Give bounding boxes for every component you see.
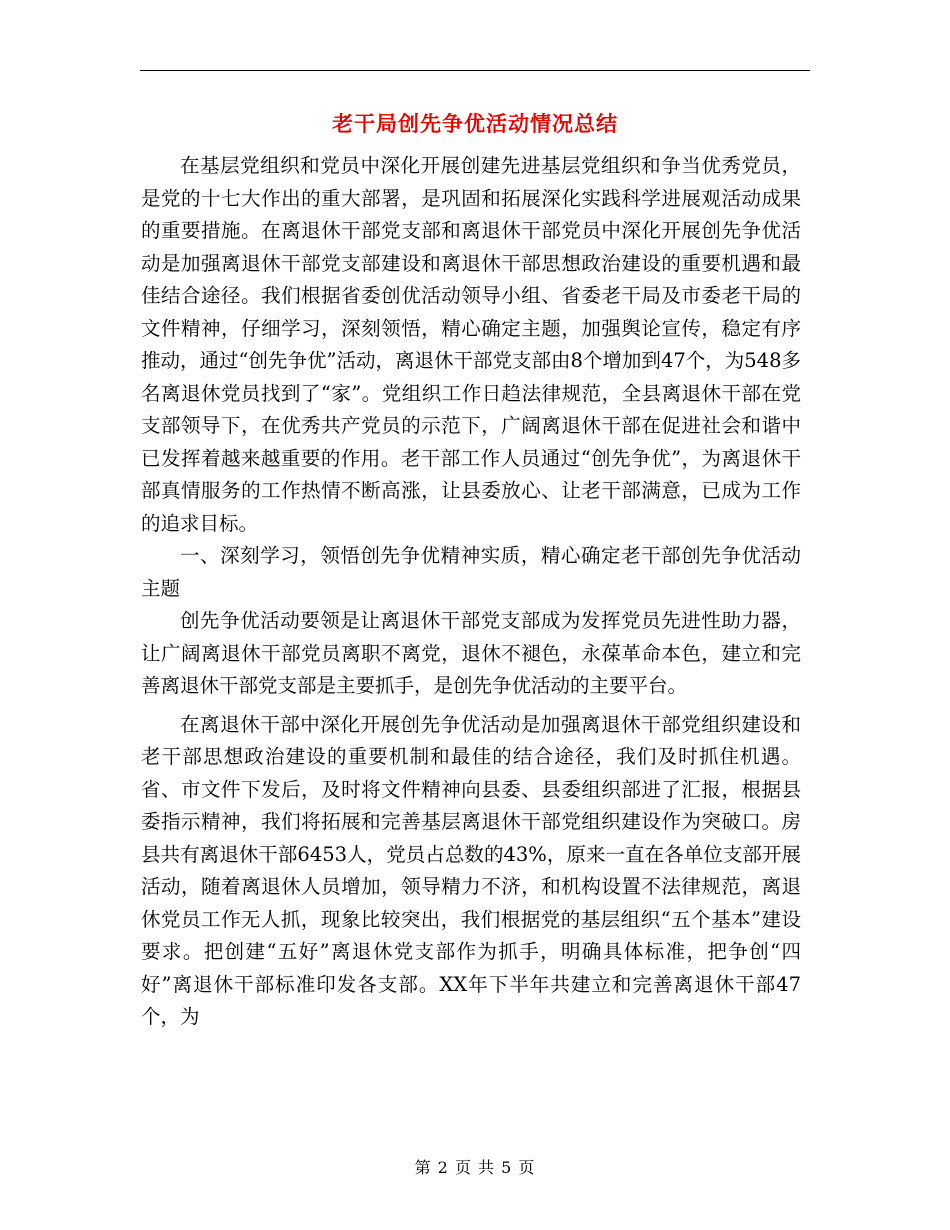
document-title: 老干局创先争优活动情况总结 <box>332 111 618 136</box>
section-heading-1: 一、深刻学习，领悟创先争优精神实质，精心确定老干部创先争优活动主题 <box>141 544 801 600</box>
document-body <box>141 150 801 1034</box>
header-rule <box>140 70 810 71</box>
paragraph-intro: 在基层党组织和党员中深化开展创建先进基层党组织和争当优秀党员，是党的十七大作出的重大部署，是巩固和拓展深化实践科学进展观活动成果的重要措施。在离退休干部党支部和离退休干部党员中深化开展创先争优活动是加强离退休干部党支部建设和离退休干部思想政治建设的重要机遇和最佳结合途径。我们根据省委创优活动领导小组、省委老干局及市委老干局的文件精神，仔细学习，深刻领悟，精心确定主题，加强舆论宣传，稳定有序推动，通过“创先争优”活动，离退休干部党支部由8个增加到47个，为548多名离退休党员找到了“家”。党组织工作日趋法律规范，全县离退休干部在党支部领导下，在优秀共产党员的示范下，广阔离退休干部在促进社会和谐中已发挥着越来越重要的作用。老干部工作人员通过“创先争优”，为离退休干部真情服务的工作热情不断高涨，让县委放心、让老干部满意，已成为工作的追求目标。 <box>141 154 801 535</box>
paragraph-section-1-b: 在离退休干部中深化开展创先争优活动是加强离退休干部党组织建设和老干部思想政治建设的重要机制和最佳的结合途径，我们及时抓住机遇。省、市文件下发后，及时将文件精神向县委、县委组织部进了汇报，根据县委指示精神，我们将拓展和完善基层离退休干部党组织建设作为突破口。房县共有离退休干部6453人，党员占总数的43%，原来一直在各单位支部开展活动，随着离退休人员增加，领导精力不济，和机构设置不法律规范，离退休党员工作无人抓，现象比较突出，我们根据党的基层组织“五个基本”建设要求。把创建“五好”离退休党支部作为抓手，明确具体标准，把争创“四好”离退休干部标准印发各支部。XX年下半年共建立和完善离退休干部47个，为 <box>141 712 801 1028</box>
paragraph-section-1-a: 创先争优活动要领是让离退休干部党支部成为发挥党员先进性助力器，让广阔离退休干部党员离职不离党，退休不褪色，永葆革命本色，建立和完善离退休干部党支部是主要抓手，是创先争优活动的主要平台。 <box>141 609 801 697</box>
page-number-footer: 第 2 页 共 5 页 <box>414 1158 536 1177</box>
